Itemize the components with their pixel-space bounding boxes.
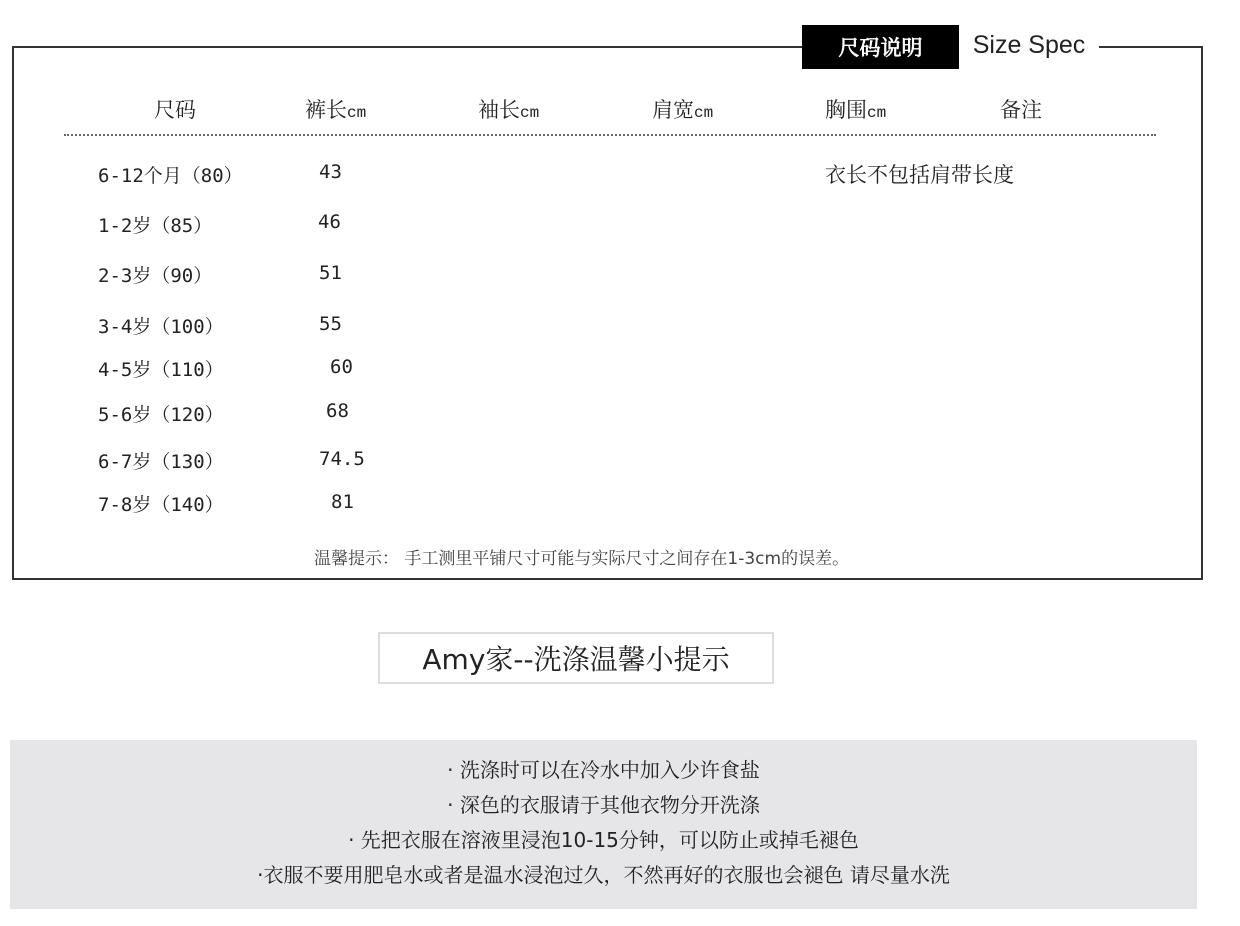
wash-tips-panel bbox=[10, 740, 1197, 909]
row-size: 5-6岁（120） bbox=[98, 404, 224, 426]
row-size: 2-3岁（90） bbox=[98, 265, 213, 287]
wash-tip-line: ·衣服不要用肥皂水或者是温水浸泡过久，不然再好的衣服也会褪色 请尽量水洗 bbox=[257, 863, 950, 887]
wash-tip-line: · 深色的衣服请于其他衣物分开洗涤 bbox=[447, 793, 760, 817]
row-length: 46 bbox=[318, 211, 341, 233]
column-unit: cm bbox=[867, 104, 887, 122]
remark-note: 衣长不包括肩带长度 bbox=[825, 163, 1014, 187]
row-size: 7-8岁（140） bbox=[98, 494, 224, 516]
column-label: 胸围 bbox=[825, 98, 867, 122]
column-header-size bbox=[154, 94, 196, 124]
column-label: 备注 bbox=[1000, 98, 1042, 122]
column-label: 袖长 bbox=[478, 98, 520, 122]
wash-tips-title: Amy家--洗涤温馨小提示 bbox=[378, 632, 774, 684]
column-unit: cm bbox=[347, 104, 367, 122]
size-chart-title-en: Size Spec bbox=[959, 25, 1099, 65]
row-length: 81 bbox=[331, 491, 354, 513]
row-size: 6-12个月（80） bbox=[98, 165, 243, 187]
measurement-tip: 温馨提示： 手工测里平铺尺寸可能与实际尺寸之间存在1-3cm的误差。 bbox=[314, 549, 850, 569]
row-size: 4-5岁（110） bbox=[98, 359, 224, 381]
row-size: 6-7岁（130） bbox=[98, 451, 224, 473]
column-label: 尺码 bbox=[154, 98, 196, 122]
column-header-chest bbox=[825, 94, 886, 124]
column-header-sleeve bbox=[478, 94, 539, 124]
row-length: 60 bbox=[330, 356, 353, 378]
header-divider bbox=[64, 134, 1156, 136]
column-label: 裤长 bbox=[305, 98, 347, 122]
column-unit: cm bbox=[694, 104, 714, 122]
wash-tip-line: · 洗涤时可以在冷水中加入少许食盐 bbox=[447, 758, 760, 782]
column-label: 肩宽 bbox=[652, 98, 694, 122]
row-length: 43 bbox=[319, 161, 342, 183]
column-header-remark bbox=[1000, 94, 1042, 124]
wash-tip-line: · 先把衣服在溶液里浸泡10-15分钟，可以防止或掉毛褪色 bbox=[348, 828, 859, 852]
column-unit: cm bbox=[520, 104, 540, 122]
row-size: 1-2岁（85） bbox=[98, 215, 213, 237]
column-header-length bbox=[305, 94, 366, 124]
column-header-shoulder bbox=[652, 94, 713, 124]
row-length: 51 bbox=[319, 262, 342, 284]
row-size: 3-4岁（100） bbox=[98, 316, 224, 338]
row-length: 68 bbox=[326, 400, 349, 422]
row-length: 74.5 bbox=[319, 448, 365, 470]
size-chart-title-cn: 尺码说明 bbox=[802, 25, 959, 69]
row-length: 55 bbox=[319, 313, 342, 335]
